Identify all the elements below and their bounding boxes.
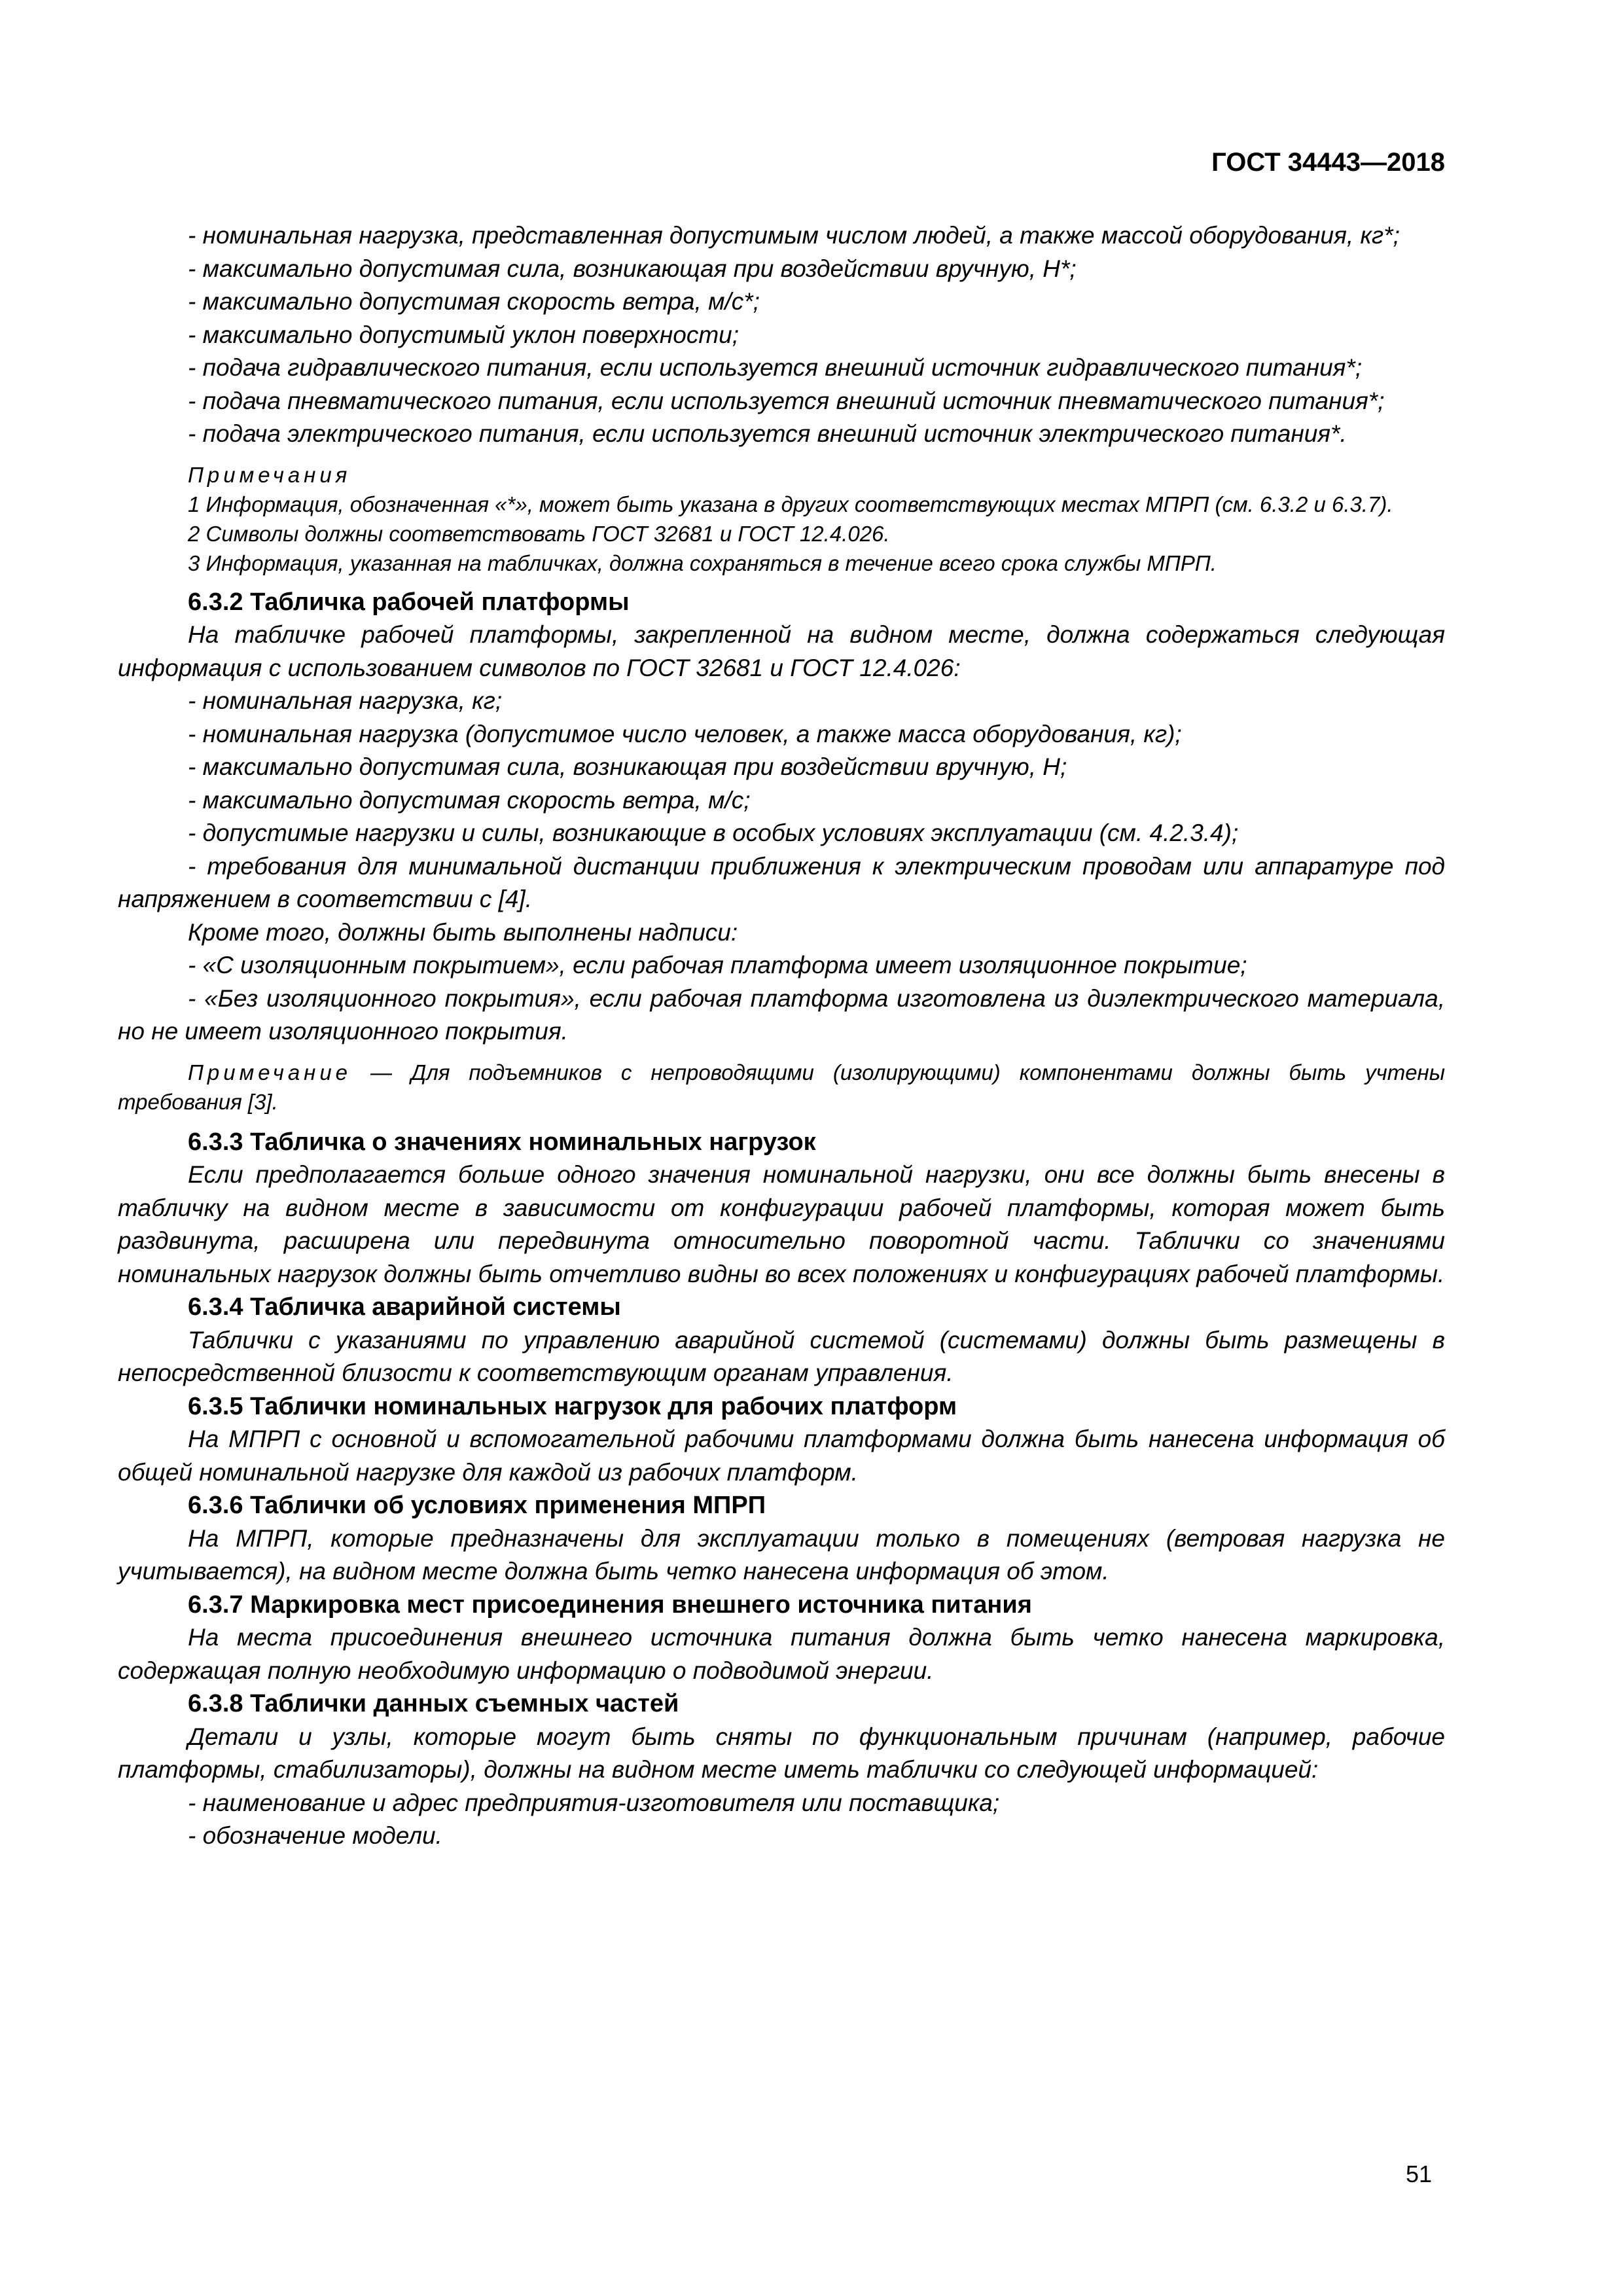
list-item: - «Без изоляционного покрытия», если рабочая платформа изготовлена из диэлектрического материала, но не имеет изоляционного покрытия. [118,984,1445,1045]
section-text: На МПРП с основной и вспомогательной рабочими платформами должна быть нанесена информация об общей номинальной нагрузке для каждой из рабочих платформ. [118,1426,1445,1486]
note-item: 3 Информация, указанная на табличках, должна сохраняться в течение всего срока службы МПРП. [188,550,1217,575]
section-heading-6-3-3: 6.3.3 Табличка о значениях номинальных нагрузок [188,1128,816,1156]
list-item: - допустимые нагрузки и силы, возникающие в особых условиях эксплуатации (см. 4.2.3.4); [188,819,1239,846]
list-item: - номинальная нагрузка (допустимое число человек, а также масса оборудования, кг); [188,720,1182,747]
page-number: 51 [1405,2161,1432,2187]
note-item: 2 Символы должны соответствовать ГОСТ 32681 и ГОСТ 12.4.026. [188,521,890,546]
section-heading-6-3-8: 6.3.8 Таблички данных съемных частей [188,1690,679,1717]
section-heading-6-3-5: 6.3.5 Таблички номинальных нагрузок для рабочих платформ [188,1392,957,1420]
section-text: Кроме того, должны быть выполнены надписи: [188,918,738,946]
list-item: - подача гидравлического питания, если используется внешний источник гидравлического питания*; [188,354,1363,381]
section-text: На МПРП, которые предназначены для эксплуатации только в помещениях (ветровая нагрузка не учитывается), на видном месте должна быть четко нанесена информация об этом. [118,1524,1445,1585]
document-code-header: ГОСТ 34443—2018 [1211,148,1445,177]
list-item: - максимально допустимая скорость ветра, м/с*; [188,288,760,315]
list-item: - подача электрического питания, если используется внешний источник электрического питания*. [188,420,1347,447]
list-item: - обозначение модели. [188,1822,442,1849]
note-item: 1 Информация, обозначенная «*», может быть указана в других соответствующих местах МПРП (см. 6.3.2 и 6.3.7). [188,492,1393,516]
section-text: Детали и узлы, которые могут быть сняты по функциональным причинам (например, рабочие платформы, стабилизаторы), должны на видном месте иметь таблички со следующей информацией: [118,1723,1445,1783]
page-content [118,219,1445,1853]
section-note [118,1058,1445,1117]
list-item: - требования для минимальной дистанции приближения к электрическим проводам или аппаратуре под напряжением в соответствии с [4]. [118,852,1445,912]
list-item: - подача пневматического питания, если используется внешний источник пневматического питания*; [188,387,1385,414]
list-item: - максимально допустимый уклон поверхности; [188,321,740,348]
list-item: - номинальная нагрузка, кг; [188,687,503,714]
section-text: Если предполагается больше одного значения номинальной нагрузки, они все должны быть внесены в табличку на видном месте в зависимости от конфигурации рабочей платформы, которая может быть раздвинута, расширена или передвинута относительно поворотной части. Таблички со значениями номинальных нагрузок должны быть отчетливо видны во всех положениях и конфигурациях рабочей платформы. [118,1161,1445,1287]
list-item: - «С изоляционным покрытием», если рабочая платформа имеет изоляционное покрытие; [188,952,1247,978]
list-item: - номинальная нагрузка, представленная допустимым числом людей, а также массой оборудования, кг*; [188,222,1400,249]
section-heading-6-3-6: 6.3.6 Таблички об условиях применения МПРП [188,1492,766,1519]
section-intro: На табличке рабочей платформы, закрепленной на видном месте, должна содержаться следующая информация с использованием символов по ГОСТ 32681 и ГОСТ 12.4.026: [118,621,1445,681]
section-text: На места присоединения внешнего источника питания должна быть четко нанесена маркировка, содержащая полную необходимую информацию о подводимой энергии. [118,1624,1445,1684]
list-item: - максимально допустимая сила, возникающая при воздействии вручную, Н; [188,753,1067,780]
section-heading-6-3-4: 6.3.4 Табличка аварийной системы [188,1293,621,1321]
list-item: - наименование и адрес предприятия-изготовителя или поставщика; [188,1789,1000,1816]
notes-heading: Примечания [188,462,351,487]
list-item: - максимально допустимая скорость ветра, м/с; [188,786,751,814]
section-text: Таблички с указаниями по управлению аварийной системой (системами) должны быть размещены в непосредственной близости к соответствующим органам управления. [118,1326,1445,1386]
list-item: - максимально допустимая сила, возникающая при воздействии вручную, Н*; [188,255,1077,282]
section-heading-6-3-7: 6.3.7 Маркировка мест присоединения внешнего источника питания [188,1590,1032,1619]
section-heading-6-3-2: 6.3.2 Табличка рабочей платформы [188,588,630,616]
note-text: — Для подъемников с непроводящими (изолирующими) компонентами должны быть учтены требования [3]. [118,1060,1445,1114]
note-label: Примечание [188,1060,352,1085]
